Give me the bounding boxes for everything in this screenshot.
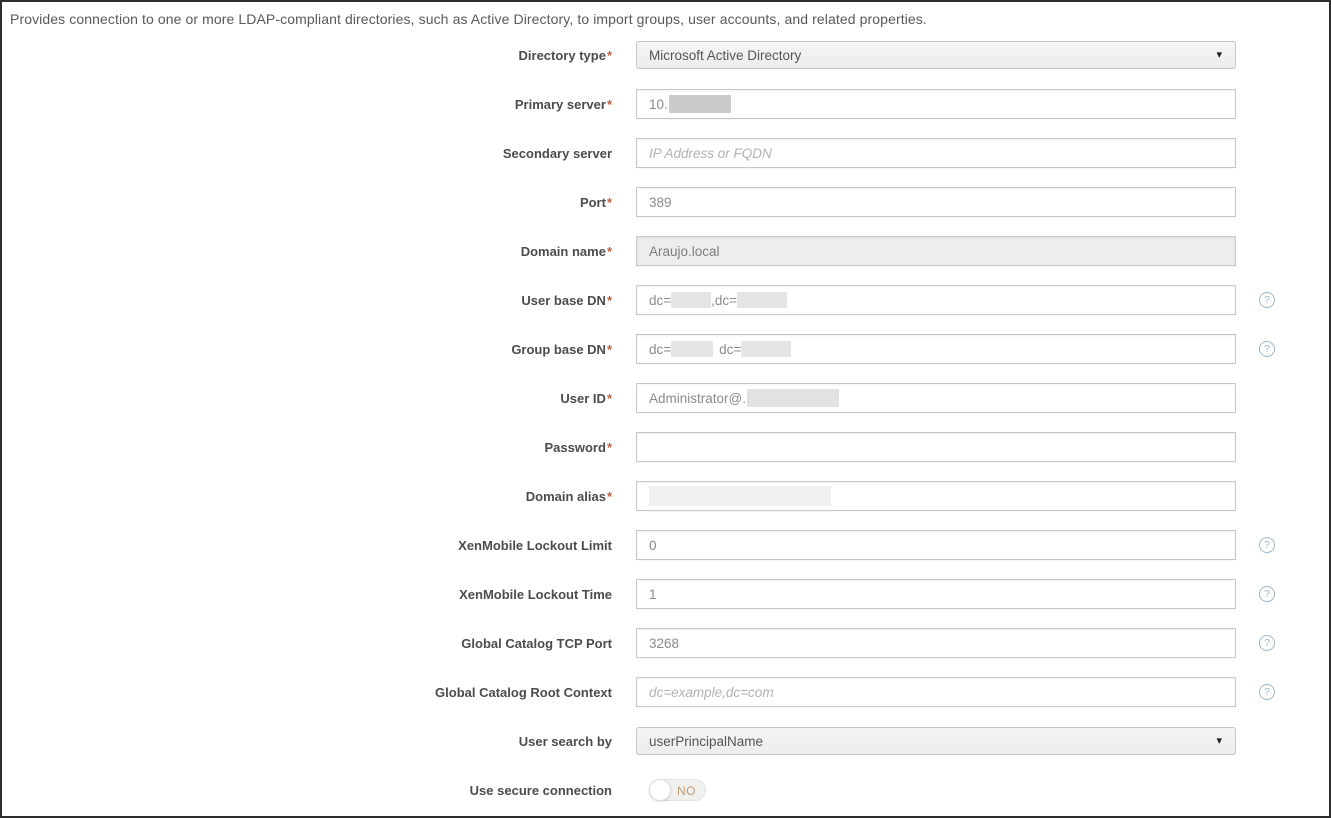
primary-server-label xyxy=(2,97,636,112)
directory-type-label xyxy=(2,48,636,63)
directory-type-label-text: Directory type xyxy=(518,47,606,63)
domain-alias-label-text: Domain alias xyxy=(525,488,606,504)
password-label-text: Password xyxy=(544,439,606,455)
gc-tcp-port-label-text: Global Catalog TCP Port xyxy=(461,635,612,651)
lockout-limit-label xyxy=(2,538,636,553)
user-id-value-prefix: Administrator@. xyxy=(649,390,746,406)
field-row-user-search-by xyxy=(2,726,1329,756)
redacted-value-block xyxy=(741,341,791,357)
field-row-primary-server xyxy=(2,89,1329,119)
gc-root-context-label xyxy=(2,685,636,700)
help-icon[interactable]: ? xyxy=(1259,341,1275,357)
group-base-dn-label-text: Group base DN xyxy=(511,341,606,357)
secure-connection-label xyxy=(2,783,636,798)
required-asterisk: * xyxy=(606,341,612,357)
password-label xyxy=(2,440,636,455)
gc-tcp-port-input[interactable] xyxy=(636,628,1236,658)
group-base-dn-part1: dc= xyxy=(649,341,672,357)
port-label xyxy=(2,195,636,210)
lockout-limit-label-text: XenMobile Lockout Limit xyxy=(458,537,612,553)
user-id-label-text: User ID xyxy=(560,390,606,406)
required-asterisk: * xyxy=(606,47,612,63)
required-asterisk: * xyxy=(606,194,612,210)
toggle-knob xyxy=(649,779,671,801)
field-row-port xyxy=(2,187,1329,217)
help-icon[interactable]: ? xyxy=(1259,635,1275,651)
domain-name-label xyxy=(2,244,636,259)
field-row-gc-tcp-port xyxy=(2,628,1329,658)
domain-alias-input[interactable] xyxy=(636,481,1236,511)
user-search-by-selected-value: userPrincipalName xyxy=(649,733,764,749)
directory-type-selected-value: Microsoft Active Directory xyxy=(649,47,802,63)
toggle-state-text: NO xyxy=(677,784,696,798)
required-asterisk: * xyxy=(606,439,612,455)
lockout-limit-input[interactable] xyxy=(636,530,1236,560)
directory-type-select[interactable] xyxy=(636,41,1236,69)
user-search-by-label-text: User search by xyxy=(518,733,612,749)
lockout-time-label-text: XenMobile Lockout Time xyxy=(459,586,612,602)
primary-server-input[interactable] xyxy=(636,89,1236,119)
redacted-value-block xyxy=(671,341,713,357)
field-row-domain-name xyxy=(2,236,1329,266)
lockout-time-label xyxy=(2,587,636,602)
user-id-label xyxy=(2,391,636,406)
required-asterisk: * xyxy=(606,488,612,504)
redacted-value-block xyxy=(747,389,839,407)
required-asterisk: * xyxy=(606,243,612,259)
user-id-input[interactable] xyxy=(636,383,1236,413)
user-search-by-label xyxy=(2,734,636,749)
field-row-gc-root-context xyxy=(2,677,1329,707)
required-asterisk: * xyxy=(606,96,612,112)
primary-server-value-prefix: 10. xyxy=(649,96,668,112)
secondary-server-label-text: Secondary server xyxy=(502,145,612,161)
user-base-dn-part2: ,dc= xyxy=(711,292,738,308)
secondary-server-label xyxy=(2,146,636,161)
user-base-dn-label-text: User base DN xyxy=(521,292,606,308)
field-row-secondary-server xyxy=(2,138,1329,168)
field-row-lockout-limit xyxy=(2,530,1329,560)
port-label-text: Port xyxy=(579,194,606,210)
user-base-dn-label xyxy=(2,293,636,308)
lockout-time-input[interactable] xyxy=(636,579,1236,609)
domain-alias-label xyxy=(2,489,636,504)
field-row-password xyxy=(2,432,1329,462)
port-input[interactable] xyxy=(636,187,1236,217)
chevron-down-icon: ▾ xyxy=(1216,48,1222,61)
user-base-dn-part1: dc= xyxy=(649,292,672,308)
redacted-value-block xyxy=(649,486,831,506)
required-asterisk: * xyxy=(606,390,612,406)
required-asterisk: * xyxy=(606,292,612,308)
field-row-group-base-dn xyxy=(2,334,1329,364)
chevron-down-icon: ▾ xyxy=(1216,734,1222,747)
field-row-domain-alias xyxy=(2,481,1329,511)
group-base-dn-label xyxy=(2,342,636,357)
help-icon[interactable]: ? xyxy=(1259,586,1275,602)
ldap-form xyxy=(2,40,1329,805)
group-base-dn-input[interactable] xyxy=(636,334,1236,364)
gc-root-context-input[interactable] xyxy=(636,677,1236,707)
field-row-lockout-time xyxy=(2,579,1329,609)
gc-root-context-label-text: Global Catalog Root Context xyxy=(435,684,612,700)
primary-server-label-text: Primary server xyxy=(514,96,606,112)
secure-connection-label-text: Use secure connection xyxy=(469,782,612,798)
domain-name-input xyxy=(636,236,1236,266)
help-icon[interactable]: ? xyxy=(1259,684,1275,700)
user-search-by-select[interactable] xyxy=(636,727,1236,755)
help-icon[interactable]: ? xyxy=(1259,537,1275,553)
password-input[interactable] xyxy=(636,432,1236,462)
field-row-user-id xyxy=(2,383,1329,413)
redacted-value-block xyxy=(671,292,711,308)
secure-connection-toggle[interactable] xyxy=(649,779,706,801)
field-row-secure-connection xyxy=(2,775,1329,805)
field-row-user-base-dn xyxy=(2,285,1329,315)
redacted-value-block xyxy=(737,292,787,308)
field-row-directory-type xyxy=(2,40,1329,70)
page-description: Provides connection to one or more LDAP-compliant directories, such as Active Directory, to import groups, user accounts, and related properties. xyxy=(10,11,927,27)
redacted-value-block xyxy=(669,95,731,113)
domain-name-label-text: Domain name xyxy=(520,243,606,259)
help-icon[interactable]: ? xyxy=(1259,292,1275,308)
secondary-server-input[interactable] xyxy=(636,138,1236,168)
gc-tcp-port-label xyxy=(2,636,636,651)
user-base-dn-input[interactable] xyxy=(636,285,1236,315)
group-base-dn-part2: dc= xyxy=(719,341,742,357)
